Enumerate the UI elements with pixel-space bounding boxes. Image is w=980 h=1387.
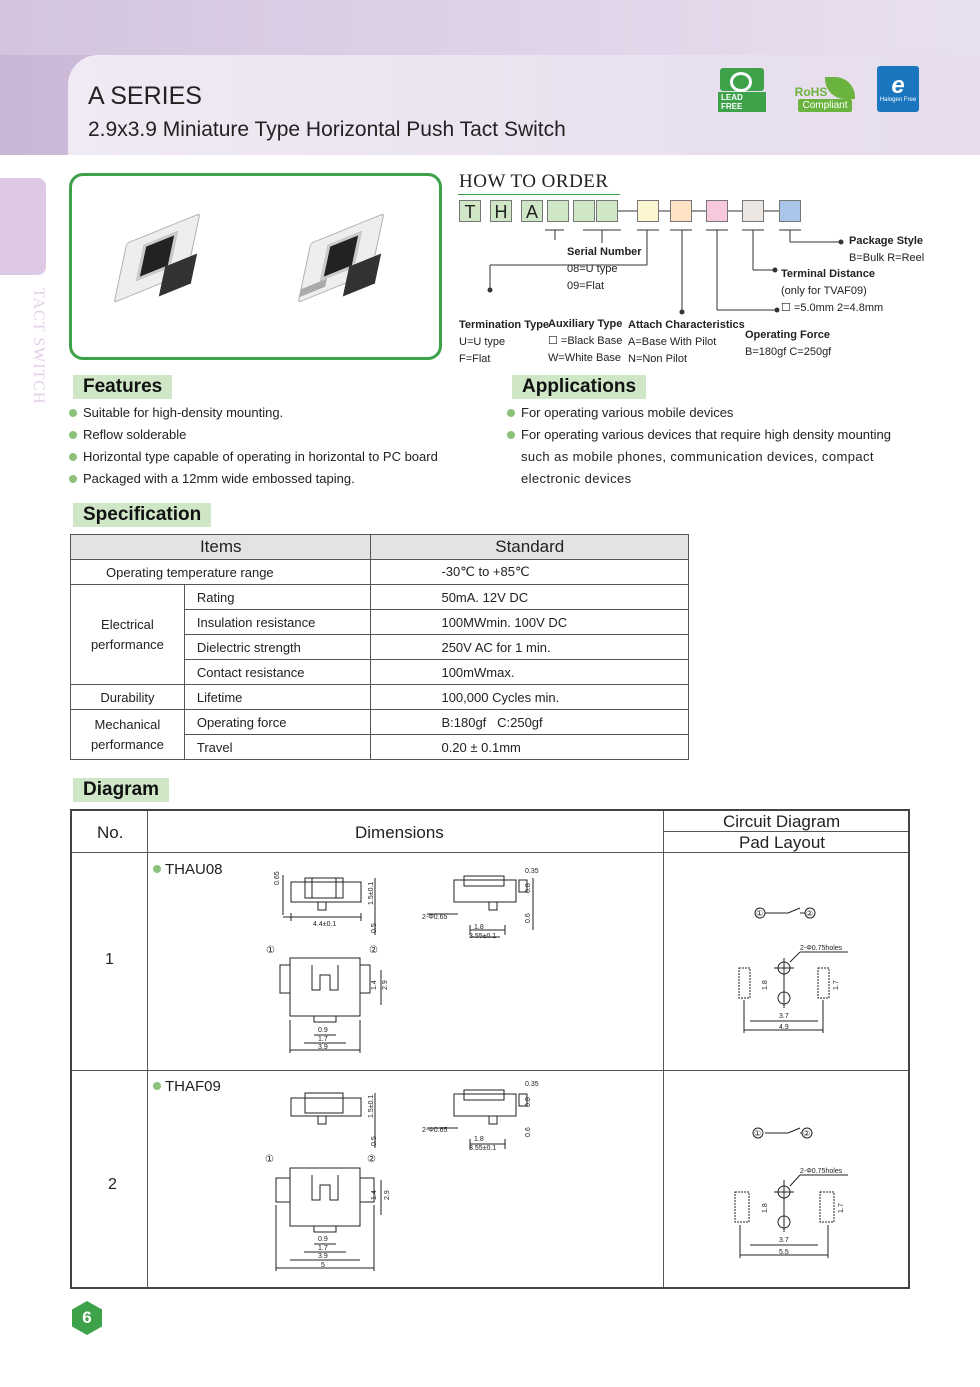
auxiliary-type-legend: Auxiliary Type ☐ =Black Base W=White Base: [548, 318, 623, 364]
diagram-header-dimensions: Dimensions: [355, 823, 444, 842]
pad-label: 3.7: [779, 1237, 789, 1244]
dim-label: 3.9: [318, 1253, 328, 1260]
dim-label: 1.4: [371, 980, 378, 990]
serial-number-legend: Serial Number 08=U type 09=Flat: [567, 246, 642, 292]
spec-value: -30℃ to +85℃: [371, 560, 689, 585]
pad-label: 3.7: [779, 1013, 789, 1020]
spec-value: 100,000 Cycles min.: [371, 685, 689, 710]
dim-label: ②: [367, 1154, 376, 1165]
operating-force-legend: Operating Force B=180gf C=250gf: [745, 329, 832, 358]
dim-label: 2-Φ0.65: [422, 1127, 448, 1134]
dim-label: 2.9: [382, 980, 389, 990]
pad-label: 2-Φ0.75holes: [800, 1168, 843, 1175]
dim-label: 3.9: [318, 1044, 328, 1051]
pad-label: 1.7: [838, 1203, 845, 1213]
terminal-distance-legend: Terminal Distance (only for TVAF09) ☐ =5.0mm 2=4.8mm: [781, 268, 884, 314]
page-number: 6: [82, 1308, 92, 1327]
series-title: A SERIES: [88, 82, 202, 110]
thau08-side-view: [291, 882, 361, 902]
specification-heading: Specification: [73, 503, 211, 527]
circuit-terminal-2: ②: [803, 1129, 811, 1138]
spec-item: Lifetime: [184, 685, 371, 710]
diagram-header-no: No.: [97, 823, 124, 842]
pad-left-2: [735, 1192, 749, 1222]
dim-label: 0.35: [525, 1081, 539, 1088]
spec-item: Insulation resistance: [184, 610, 371, 635]
dim-label: 1.4: [371, 1190, 378, 1200]
dim-label: 0.8: [525, 883, 532, 893]
row-number: 2: [108, 1176, 117, 1193]
spec-item: Travel: [184, 735, 371, 760]
rohs-sub-label: Compliant: [798, 99, 851, 112]
pad-label: 2-Φ0.75holes: [800, 945, 843, 952]
pad-label: 1.7: [833, 980, 840, 990]
dim-label: 1.7: [318, 1245, 328, 1252]
dim-label: 0.6: [525, 913, 532, 923]
dim-label: 0.9: [318, 1236, 328, 1243]
feature-item: Suitable for high-density mounting.: [83, 405, 284, 420]
termination-type-legend: Termination Type U=U type F=Flat: [459, 319, 550, 365]
spec-value: 0.20 ± 0.1mm: [371, 735, 689, 760]
dim-label: 5: [321, 1262, 325, 1269]
dim-label: 0.6: [525, 1127, 532, 1137]
dim-label: 0.35: [525, 868, 539, 875]
spec-item: Operating force: [184, 710, 371, 735]
lead-free-label: LEAD FREE: [718, 92, 766, 112]
spec-header-items: Items: [71, 535, 371, 560]
pad-label: 1.8: [762, 980, 769, 990]
dim-label: ①: [266, 945, 275, 956]
pad-label: 5.5: [779, 1249, 789, 1256]
circuit-terminal-2: ②: [806, 909, 814, 918]
dim-label: 1.5±0.1: [368, 1094, 375, 1118]
dim-label: 0.9: [318, 1027, 328, 1034]
pad-label: 1.8: [762, 1203, 769, 1213]
part-number-thaf09: THAF09: [165, 1078, 221, 1095]
spec-header-standard: Standard: [371, 535, 689, 560]
spec-value: 100mWmax.: [371, 660, 689, 685]
applications-heading: Applications: [512, 375, 646, 399]
circuit-terminal-1: ①: [754, 1129, 762, 1138]
part-number-thau08: THAU08: [165, 861, 223, 878]
application-continuation: such as mobile phones, communication devices, compact: [521, 449, 874, 464]
dim-label: 0.8: [525, 1097, 532, 1107]
dim-label: 3.55±0.1: [469, 1145, 497, 1152]
dim-label: 0.5: [371, 1136, 378, 1146]
spec-item: Operating temperature range: [71, 560, 371, 585]
application-item: For operating various mobile devices: [521, 405, 734, 420]
spec-item: Dielectric strength: [184, 635, 371, 660]
rohs-label: RoHS: [794, 85, 828, 99]
dim-label: 1.7: [318, 1036, 328, 1043]
spec-group-mechanical: Mechanical performance: [71, 710, 185, 760]
how-to-order-title: HOW TO ORDER: [459, 171, 609, 192]
spec-value: 50mA. 12V DC: [371, 585, 689, 610]
pad-label: 4.9: [779, 1024, 789, 1031]
spec-value: 250V AC for 1 min.: [371, 635, 689, 660]
dim-label: ①: [265, 1154, 274, 1165]
dim-label: 1.5±0.1: [368, 881, 375, 905]
pad-left-1: [739, 968, 750, 998]
feature-item: Reflow solderable: [83, 427, 187, 442]
pad-right-2: [820, 1192, 834, 1222]
package-style-legend: Package Style B=Bulk R=Reel: [849, 235, 925, 264]
spec-group-electrical: Electrical performance: [71, 585, 185, 685]
spec-item: Contact resistance: [184, 660, 371, 685]
dim-label: 0.65: [274, 871, 281, 885]
page-number-badge: [71, 1300, 103, 1336]
circuit-terminal-1: ①: [756, 909, 764, 918]
feature-item: Horizontal type capable of operating in horizontal to PC board: [83, 449, 438, 464]
thau08-top-view: [290, 958, 360, 1016]
dim-label: 1.8: [474, 1136, 484, 1143]
feature-item: Packaged with a 12mm wide embossed taping.: [83, 471, 355, 486]
dim-label: 1.8: [474, 924, 484, 931]
dim-label: 0.5: [371, 923, 378, 933]
diagram-header-circuit: Circuit Diagram: [723, 812, 841, 831]
spec-value: 100MWmin. 100V DC: [371, 610, 689, 635]
order-letter-t: T: [459, 200, 481, 222]
dim-label: 2-Φ0.65: [422, 914, 448, 921]
pad-right-1: [818, 968, 829, 998]
application-continuation: electronic devices: [521, 471, 632, 486]
attach-characteristics-legend: Attach Characteristics A=Base With Pilot N=Non Pilot: [628, 319, 745, 365]
diagram-header-pad: Pad Layout: [739, 833, 826, 852]
spec-group-durability: Durability: [71, 685, 185, 710]
thaf09-top-view: [290, 1168, 360, 1226]
dim-label: ②: [369, 945, 378, 956]
application-item: For operating various devices that require high density mounting: [521, 427, 891, 442]
dim-label: 2.9: [384, 1190, 391, 1200]
features-heading: Features: [73, 375, 172, 399]
row-number: 1: [105, 951, 114, 968]
order-letter-h: H: [490, 200, 512, 222]
dim-label: 3.55±0.1: [469, 933, 497, 940]
order-letter-a: A: [521, 200, 543, 222]
page-subtitle: 2.9x3.9 Miniature Type Horizontal Push Tact Switch: [88, 118, 566, 141]
diagram-heading: Diagram: [73, 778, 169, 802]
halogen-label: Halogen Free: [879, 97, 917, 103]
side-tab-label: TACT SWITCH: [30, 288, 47, 405]
dim-label: 4.4±0.1: [313, 921, 337, 928]
spec-item: Rating: [184, 585, 371, 610]
spec-value: B:180gf C:250gf: [371, 710, 689, 735]
halogen-e-icon: e: [891, 72, 905, 99]
